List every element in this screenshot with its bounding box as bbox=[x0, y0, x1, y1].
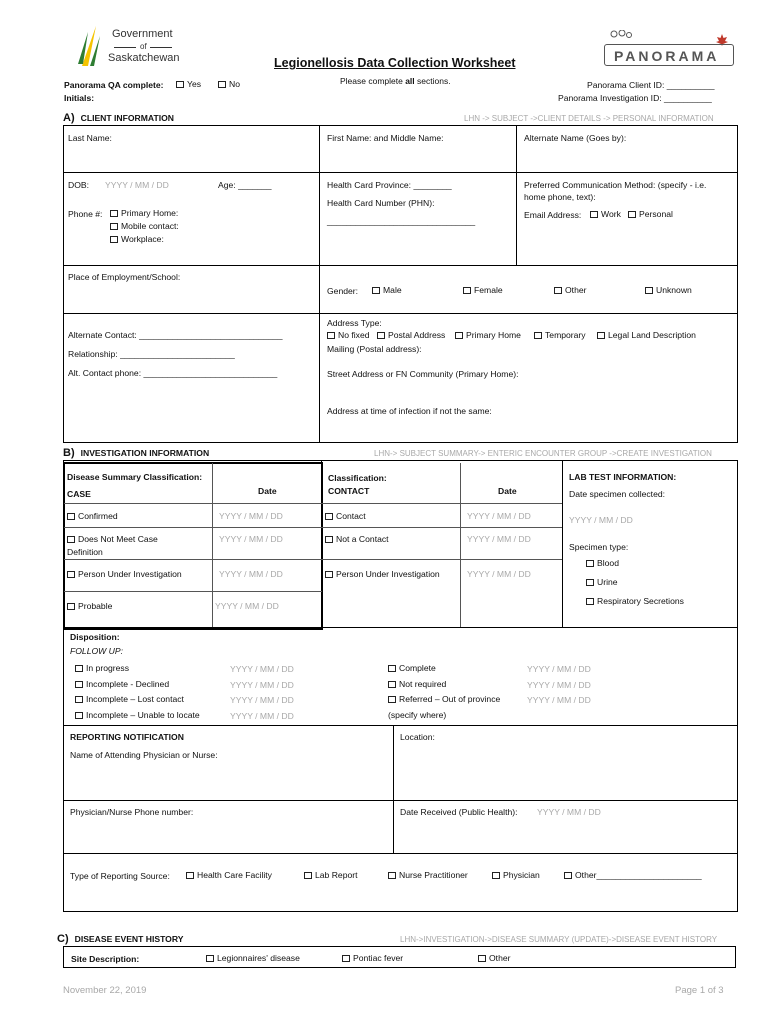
physician-phone-field[interactable]: Physician/Nurse Phone number: bbox=[70, 807, 194, 817]
case-probable[interactable]: Probable bbox=[67, 601, 112, 611]
contact-date[interactable]: YYYY / MM / DD bbox=[467, 511, 531, 521]
follow-up-label: FOLLOW UP: bbox=[70, 646, 124, 656]
section-a-path: LHN -> SUBJECT ->CLIENT DETAILS -> PERSONAL INFORMATION bbox=[464, 114, 714, 123]
row-divider bbox=[63, 853, 738, 854]
last-name-field[interactable]: Last Name: bbox=[68, 133, 112, 143]
qa-label: Panorama QA complete: bbox=[64, 80, 164, 90]
panorama-logo bbox=[604, 30, 734, 70]
row-divider bbox=[64, 591, 322, 592]
checkbox-icon bbox=[325, 513, 333, 520]
site-description-label: Site Description: bbox=[71, 954, 140, 964]
checkbox-icon bbox=[388, 872, 396, 879]
dsc-title: Disease Summary Classification: bbox=[67, 472, 203, 482]
specimen-type-label: Specimen type: bbox=[569, 542, 629, 552]
checkbox-icon bbox=[110, 210, 118, 217]
infection-address-field[interactable]: Address at time of infection if not the same: bbox=[327, 406, 492, 416]
site-other[interactable]: Other bbox=[478, 953, 511, 963]
gov-sask-logo bbox=[74, 24, 189, 70]
checkbox-icon bbox=[304, 872, 312, 879]
location-field[interactable]: Location: bbox=[400, 732, 435, 742]
addr-temporary[interactable]: Temporary bbox=[534, 330, 586, 340]
class-pui[interactable]: Person Under Investigation bbox=[325, 569, 440, 579]
source-hcf[interactable]: Health Care Facility bbox=[186, 870, 272, 880]
col-divider bbox=[393, 725, 394, 853]
fu-incomplete-unable[interactable]: Incomplete – Unable to locate bbox=[75, 710, 200, 720]
dob-label: DOB: bbox=[68, 180, 90, 190]
phone-primary-home[interactable]: Primary Home: bbox=[110, 208, 178, 218]
checkbox-icon bbox=[186, 872, 194, 879]
checkbox-icon bbox=[67, 536, 75, 543]
confirmed-date[interactable]: YYYY / MM / DD bbox=[219, 511, 283, 521]
checkbox-icon bbox=[388, 665, 396, 672]
gender-other[interactable]: Other bbox=[554, 285, 587, 295]
fu-date-5[interactable]: YYYY / MM / DD bbox=[527, 664, 591, 674]
qa-yes-option[interactable]: Yes bbox=[176, 79, 201, 89]
address-type-label: Address Type: bbox=[327, 318, 382, 328]
col-divider bbox=[212, 463, 213, 627]
section-b-path: LHN-> SUBJECT SUMMARY-> ENTERIC ENCOUNTER GROUP ->CREATE INVESTIGATION bbox=[374, 449, 712, 458]
class-not-contact[interactable]: Not a Contact bbox=[325, 534, 389, 544]
row-divider bbox=[63, 800, 738, 801]
checkbox-icon bbox=[327, 332, 335, 339]
col-divider bbox=[516, 125, 517, 265]
checkbox-icon bbox=[586, 579, 594, 586]
checkbox-icon bbox=[342, 955, 350, 962]
email-personal-option[interactable]: Personal bbox=[628, 209, 673, 219]
addr-no-fixed[interactable]: No fixed bbox=[327, 330, 370, 340]
site-legionnaires[interactable]: Legionnaires' disease bbox=[206, 953, 300, 963]
gender-female[interactable]: Female bbox=[463, 285, 503, 295]
fu-date-3[interactable]: YYYY / MM / DD bbox=[230, 695, 294, 705]
pref-comm-label-2: home phone, text): bbox=[524, 192, 596, 202]
wheat-icon bbox=[74, 24, 104, 68]
checkbox-icon bbox=[645, 287, 653, 294]
date-received-label: Date Received (Public Health): bbox=[400, 807, 518, 817]
checkbox-icon bbox=[176, 81, 184, 88]
checkbox-icon bbox=[534, 332, 542, 339]
alt-phone-field[interactable]: Alt. Contact phone: ____________________________ bbox=[68, 368, 278, 378]
initials-label: Initials: bbox=[64, 93, 95, 103]
phone-mobile[interactable]: Mobile contact: bbox=[110, 221, 179, 231]
source-physician[interactable]: Physician bbox=[492, 870, 540, 880]
checkbox-icon bbox=[586, 560, 594, 567]
gov-line3: Saskatchewan bbox=[108, 52, 180, 64]
source-other[interactable]: Other______________________ bbox=[564, 870, 702, 880]
footer-page-number: Page 1 of 3 bbox=[675, 985, 724, 996]
checkbox-icon bbox=[75, 681, 83, 688]
site-pontiac[interactable]: Pontiac fever bbox=[342, 953, 403, 963]
specimen-urine[interactable]: Urine bbox=[586, 577, 618, 587]
gender-unknown[interactable]: Unknown bbox=[645, 285, 692, 295]
checkbox-icon bbox=[325, 571, 333, 578]
phone-label: Phone #: bbox=[68, 209, 103, 219]
col-divider bbox=[460, 463, 461, 627]
checkbox-icon bbox=[388, 681, 396, 688]
gender-male[interactable]: Male bbox=[372, 285, 402, 295]
checkbox-icon bbox=[372, 287, 380, 294]
row-divider bbox=[64, 559, 562, 560]
gov-line2: of bbox=[140, 42, 147, 51]
fu-referred[interactable]: Referred – Out of province bbox=[388, 694, 500, 704]
case-confirmed[interactable]: Confirmed bbox=[67, 511, 118, 521]
checkbox-icon bbox=[67, 513, 75, 520]
row-divider bbox=[63, 627, 738, 628]
divider bbox=[114, 47, 136, 48]
row-divider bbox=[63, 172, 738, 173]
disposition-label: Disposition: bbox=[70, 632, 120, 642]
checkbox-icon bbox=[377, 332, 385, 339]
source-lab-report[interactable]: Lab Report bbox=[304, 870, 358, 880]
source-np[interactable]: Nurse Practitioner bbox=[388, 870, 468, 880]
checkbox-icon bbox=[455, 332, 463, 339]
class-contact-option[interactable]: Contact bbox=[325, 511, 366, 521]
checkbox-icon bbox=[590, 211, 598, 218]
fu-incomplete-declined[interactable]: Incomplete - Declined bbox=[75, 679, 169, 689]
row-divider bbox=[64, 503, 562, 504]
specimen-blood[interactable]: Blood bbox=[586, 558, 619, 568]
checkbox-icon bbox=[325, 536, 333, 543]
col-divider bbox=[321, 460, 322, 627]
checkbox-icon bbox=[586, 598, 594, 605]
case-pui[interactable]: Person Under Investigation bbox=[67, 569, 182, 579]
phone-workplace[interactable]: Workplace: bbox=[110, 234, 164, 244]
fu-date-7[interactable]: YYYY / MM / DD bbox=[527, 695, 591, 705]
checkbox-icon bbox=[67, 603, 75, 610]
alt-name-field[interactable]: Alternate Name (Goes by): bbox=[524, 133, 627, 143]
age-field[interactable]: Age: _______ bbox=[218, 180, 272, 190]
employment-field[interactable]: Place of Employment/School: bbox=[68, 272, 181, 282]
fu-in-progress[interactable]: In progress bbox=[75, 663, 129, 673]
pref-comm-label: Preferred Communication Method: (specify - i.e. bbox=[524, 180, 707, 190]
checkbox-icon bbox=[388, 696, 396, 703]
checkbox-icon bbox=[597, 332, 605, 339]
client-id-field[interactable]: Panorama Client ID: __________ bbox=[587, 80, 715, 90]
fu-date-2[interactable]: YYYY / MM / DD bbox=[230, 680, 294, 690]
specimen-resp[interactable]: Respiratory Secretions bbox=[586, 596, 684, 606]
gov-line1: Government bbox=[112, 28, 173, 40]
class-title: Classification: bbox=[328, 473, 387, 483]
footer-date: November 22, 2019 bbox=[63, 985, 147, 996]
lab-date-field[interactable]: YYYY / MM / DD bbox=[569, 515, 633, 525]
fu-complete[interactable]: Complete bbox=[388, 663, 436, 673]
section-b-title: B) INVESTIGATION INFORMATION bbox=[63, 447, 210, 459]
addr-postal[interactable]: Postal Address bbox=[377, 330, 445, 340]
investigation-id-field[interactable]: Panorama Investigation ID: __________ bbox=[558, 93, 712, 103]
checkbox-icon bbox=[110, 223, 118, 230]
fu-incomplete-lost[interactable]: Incomplete – Lost contact bbox=[75, 694, 184, 704]
email-label: Email Address: bbox=[524, 210, 582, 220]
case-definition: Definition bbox=[67, 547, 103, 557]
class-contact: CONTACT bbox=[328, 486, 370, 496]
qa-no-option[interactable]: No bbox=[218, 79, 240, 89]
health-card-number-field[interactable]: _______________________________ bbox=[327, 216, 476, 226]
section-c-title: C) DISEASE EVENT HISTORY bbox=[57, 933, 184, 945]
reporting-title: REPORTING NOTIFICATION bbox=[70, 732, 184, 742]
checkbox-icon bbox=[218, 81, 226, 88]
checkbox-icon bbox=[67, 571, 75, 578]
divider bbox=[150, 47, 172, 48]
checkbox-icon bbox=[110, 236, 118, 243]
street-address-field[interactable]: Street Address or FN Community (Primary Home): bbox=[327, 369, 519, 379]
addr-primary-home[interactable]: Primary Home bbox=[455, 330, 521, 340]
date-received-field[interactable]: YYYY / MM / DD bbox=[537, 807, 601, 817]
not-contact-date[interactable]: YYYY / MM / DD bbox=[467, 534, 531, 544]
section-a-title: A) CLIENT INFORMATION bbox=[63, 112, 175, 124]
dsc-date-header: Date bbox=[258, 486, 277, 496]
health-card-province-field[interactable]: Health Card Province: ________ bbox=[327, 180, 452, 190]
does-not-meet-date[interactable]: YYYY / MM / DD bbox=[219, 534, 283, 544]
checkbox-icon bbox=[492, 872, 500, 879]
col-divider bbox=[562, 460, 563, 627]
fu-specify-where[interactable]: (specify where) bbox=[388, 710, 447, 720]
section-c-path: LHN->INVESTIGATION->DISEASE SUMMARY (UPDATE)->DISEASE EVENT HISTORY bbox=[400, 935, 718, 944]
page-subtitle: Please complete all sections. bbox=[340, 76, 451, 86]
checkbox-icon bbox=[75, 712, 83, 719]
pui-date[interactable]: YYYY / MM / DD bbox=[219, 569, 283, 579]
checkbox-icon bbox=[554, 287, 562, 294]
physician-name-field[interactable]: Name of Attending Physician or Nurse: bbox=[70, 750, 218, 760]
checkbox-icon bbox=[75, 696, 83, 703]
alt-contact-field[interactable]: Alternate Contact: ______________________________ bbox=[68, 330, 283, 340]
row-divider bbox=[63, 313, 738, 314]
checkbox-icon bbox=[75, 665, 83, 672]
relationship-field[interactable]: Relationship: ________________________ bbox=[68, 349, 235, 359]
fu-not-required[interactable]: Not required bbox=[388, 679, 446, 689]
lab-date-label: Date specimen collected: bbox=[569, 489, 666, 499]
row-divider bbox=[64, 527, 562, 528]
row-divider bbox=[63, 725, 738, 726]
case-does-not-meet[interactable]: Does Not Meet Case bbox=[67, 534, 158, 544]
panorama-wordmark: PANORAMA bbox=[614, 48, 720, 64]
health-card-number-label: Health Card Number (PHN): bbox=[327, 198, 435, 208]
lab-title: LAB TEST INFORMATION: bbox=[569, 472, 677, 482]
fu-date-4[interactable]: YYYY / MM / DD bbox=[230, 711, 294, 721]
class-pui-date[interactable]: YYYY / MM / DD bbox=[467, 569, 531, 579]
checkbox-icon bbox=[478, 955, 486, 962]
dsc-case: CASE bbox=[67, 489, 91, 499]
mailing-address-field[interactable]: Mailing (Postal address): bbox=[327, 344, 422, 354]
checkbox-icon bbox=[564, 872, 572, 879]
dob-field[interactable]: YYYY / MM / DD bbox=[105, 180, 169, 190]
col-divider bbox=[319, 125, 320, 443]
row-divider bbox=[63, 265, 738, 266]
email-work-option[interactable]: Work bbox=[590, 209, 621, 219]
checkbox-icon bbox=[628, 211, 636, 218]
class-date-header: Date bbox=[498, 486, 517, 496]
fu-date-1[interactable]: YYYY / MM / DD bbox=[230, 664, 294, 674]
source-label: Type of Reporting Source: bbox=[70, 871, 170, 881]
fu-date-6[interactable]: YYYY / MM / DD bbox=[527, 680, 591, 690]
gender-label: Gender: bbox=[327, 286, 359, 296]
checkbox-icon bbox=[463, 287, 471, 294]
first-name-field[interactable]: First Name: and Middle Name: bbox=[327, 133, 444, 143]
probable-date[interactable]: YYYY / MM / DD bbox=[215, 601, 279, 611]
addr-legal-land[interactable]: Legal Land Description bbox=[597, 330, 696, 340]
page-title: Legionellosis Data Collection Worksheet bbox=[274, 56, 516, 70]
checkbox-icon bbox=[206, 955, 214, 962]
